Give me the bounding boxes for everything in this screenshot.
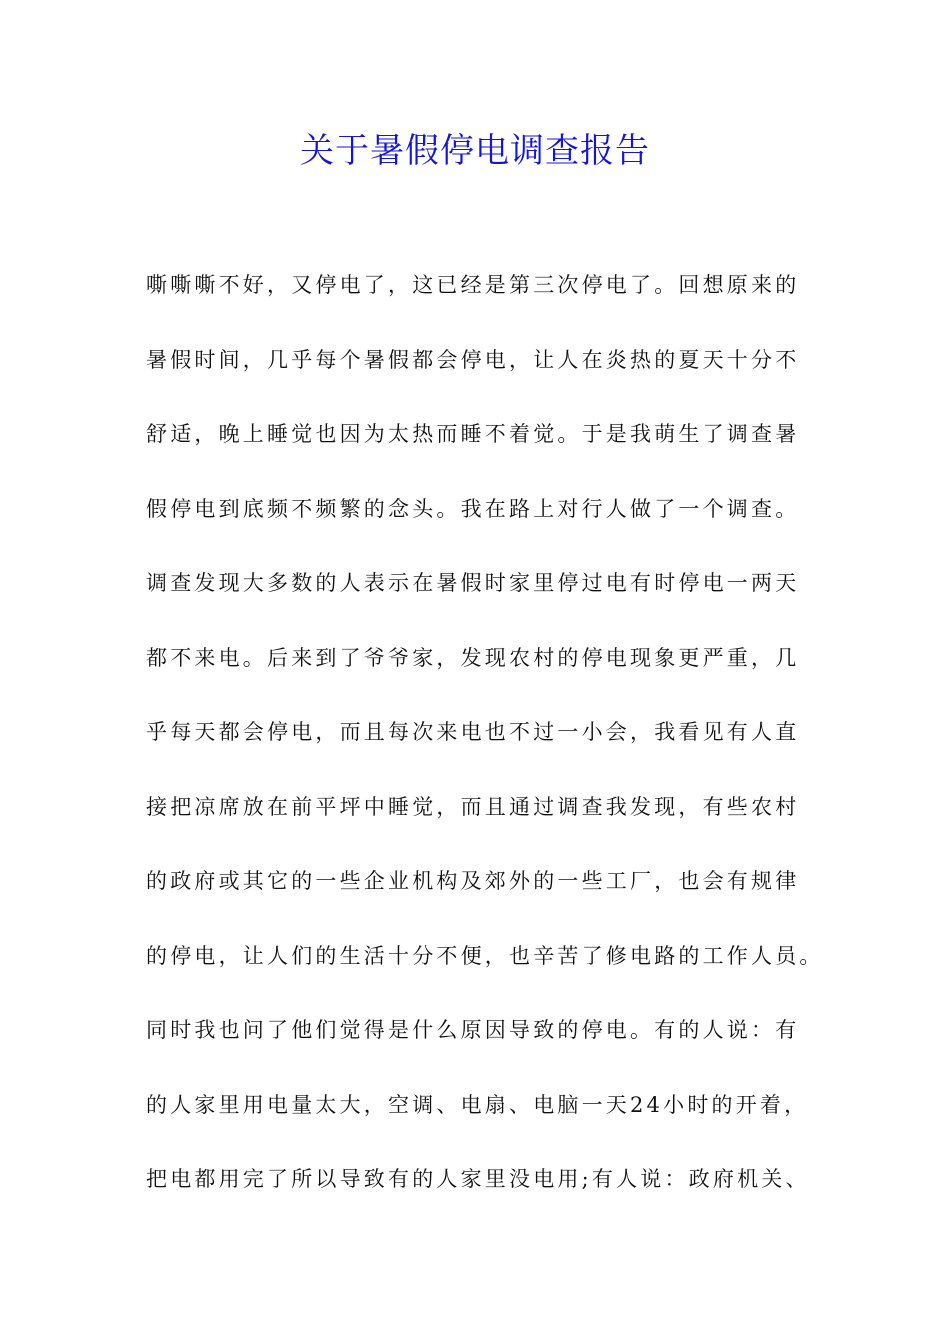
body-line: 的停电，让人们的生活十分不便，也辛苦了修电路的工作人员。: [146, 943, 824, 968]
body-line: 调查发现大多数的人表示在暑假时家里停过电有时停电一两天: [146, 571, 800, 595]
body-line: 同时我也问了他们觉得是什么原因导致的停电。有的人说：有: [146, 1018, 800, 1042]
body-line: 暑假时间，几乎每个暑假都会停电，让人在炎热的夏天十分不: [146, 347, 800, 372]
body-line: 的人家里用电量太大，空调、电扇、电脑一天24小时的开着，: [146, 1092, 809, 1117]
body-line: 把电都用完了所以导致有的人家里没电用;有人说：政府机关、: [146, 1167, 810, 1191]
body-line: 的政府或其它的一些企业机构及郊外的一些工厂，也会有规律: [146, 869, 800, 893]
body-line: 嘶嘶嘶不好，又停电了，这已经是第三次停电了。回想原来的: [146, 273, 800, 297]
body-line: 舒适，晚上睡觉也因为太热而睡不着觉。于是我萌生了调查暑: [146, 422, 800, 446]
body-line: 乎每天都会停电，而且每次来电也不过一小会，我看见有人直: [146, 720, 800, 744]
document-title: 关于暑假停电调查报告: [300, 131, 650, 171]
body-line: 假停电到底频不频繁的念头。我在路上对行人做了一个调查。: [146, 496, 800, 521]
body-line: 都不来电。后来到了爷爷家，发现农村的停电现象更严重，几: [146, 645, 800, 670]
body-line: 接把凉席放在前平坪中睡觉，而且通过调查我发现，有些农村: [146, 794, 800, 819]
document-body: [146, 262, 824, 1231]
